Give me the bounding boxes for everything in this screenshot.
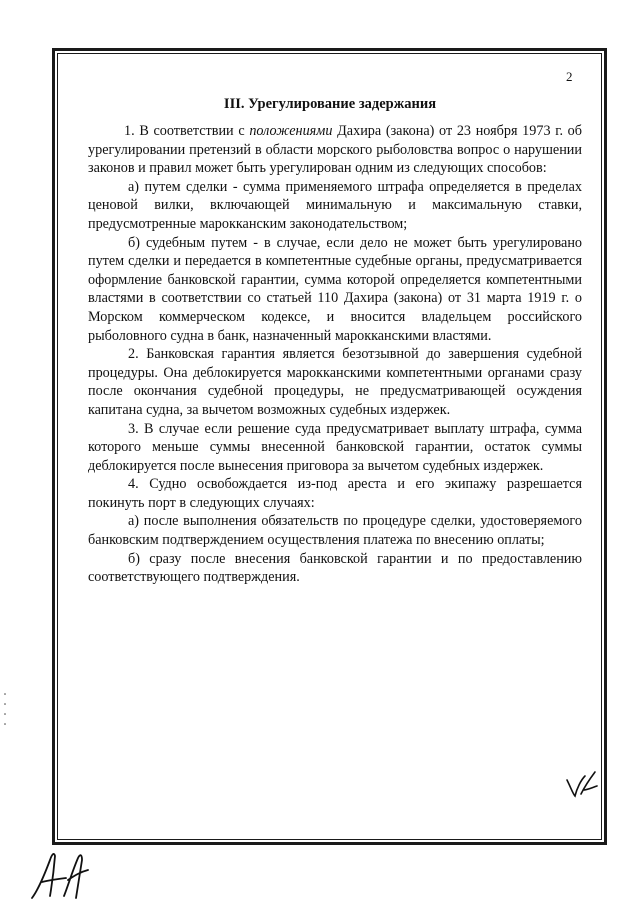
paragraph-4b: б) сразу после внесения банковской гарантии и по предоставлению соответствующего подтверждения.	[88, 550, 582, 586]
initials-mark	[563, 766, 599, 802]
paragraph-1b: б) судебным путем - в случае, если дело не может быть урегулировано путем сделки и передается в компетентные судебные органы, предусматривается оформление банковской гарантии, сумма которой определяется компетентными властями в соответствии со статьей 110 Дахира (закона) от 31 марта 1919 г. о Морском коммерческом кодексе, и вносится владельцем российского рыболовного судна в банк, назначенный марокканскими властями.	[88, 234, 582, 344]
paragraph-1-rest: Дахира (закона) от 23 ноября 1973 г. об урегулировании претензий в области морского рыболовства вопрос о нарушении законов и правил может быть урегулирован одним из следующих способов:	[88, 123, 582, 177]
document-body	[88, 122, 582, 587]
paragraph-1	[88, 122, 582, 178]
paragraph-1-italic: положениями	[249, 123, 333, 139]
signature	[28, 846, 98, 902]
paragraph-1-lead: 1. В соответствии с	[124, 123, 250, 139]
scan-artifact	[2, 690, 8, 730]
paragraph-4a: а) после выполнения обязательств по процедуре сделки, удостоверяемого банковским подтверждением осуществления платежа по внесению оплаты;	[88, 513, 582, 549]
section-title: III. Урегулирование задержания	[223, 96, 437, 112]
paragraph-4: 4. Судно освобождается из-под ареста и его экипажу разрешается покинуть порт в следующих случаях:	[88, 476, 582, 511]
page-number: 2	[566, 69, 573, 84]
paragraph-1a: а) путем сделки - сумма применяемого штрафа определяется в пределах ценовой вилки, включающей минимальную и максимальную ставки, предусмотренные марокканским законодательством;	[88, 178, 582, 232]
paragraph-2: 2. Банковская гарантия является безотзывной до завершения судебной процедуры. Она деблокируется марокканскими компетентными органами сразу после окончания судебной процедуры, не предусматривающей осуждения капитана судна, за вычетом возможных судебных издержек.	[88, 346, 582, 418]
paragraph-3: 3. В случае если решение суда предусматривает выплату штрафа, сумма которого меньше суммы внесенной банковской гарантии, остаток суммы деблокируется после вынесения приговора за вычетом судебных издержек.	[88, 420, 582, 474]
